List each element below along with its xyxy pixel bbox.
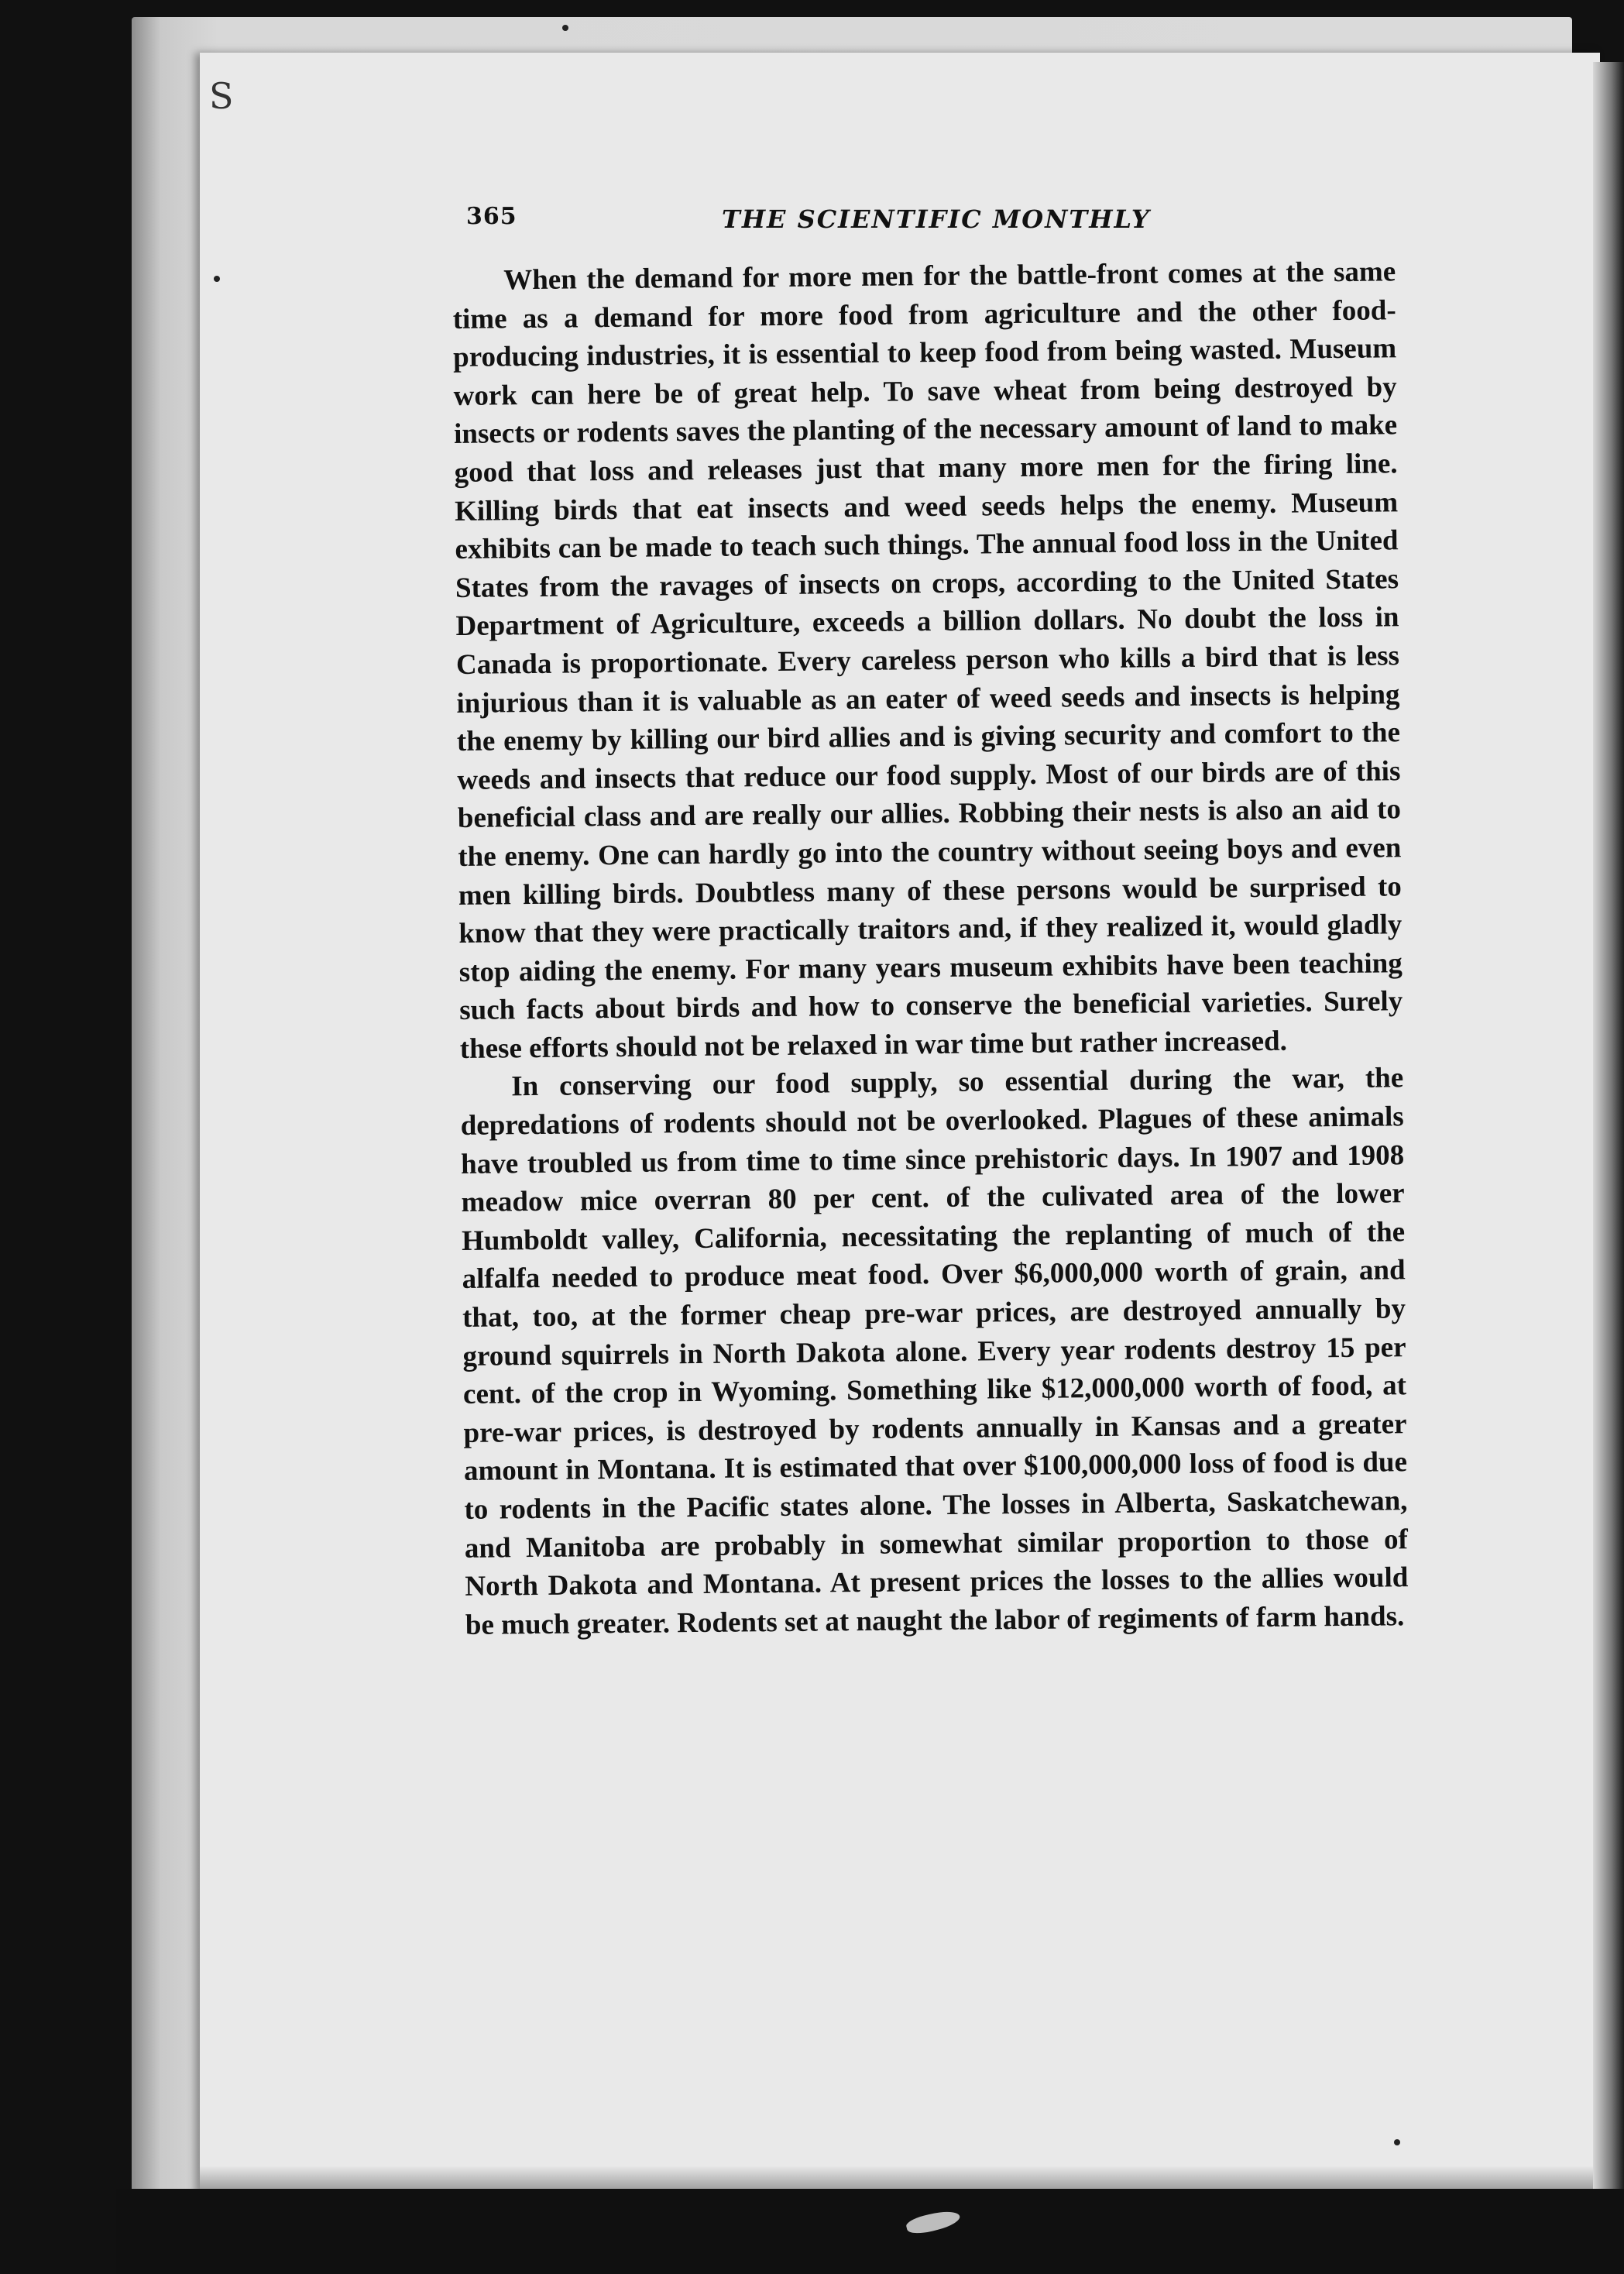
paragraph-birds: When the demand for more men for the battle-front comes at the same time as a demand for more food from agriculture and the other food-producing industries, it is essential to keep food from being wasted. Museum work can here be of great help. To save wheat from being destroyed by insects or rodents saves the planting of the necessary amount of land to make good that loss and releases just that many more men for the firing line. Killing birds that eat insects and weed seeds helps the enemy. Museum exhibits can be made to teach such things. The annual food loss in the United States from the ravages of insects on crops, according to the United States Department of Agriculture, exceeds a billion dollars. No doubt the loss in Canada is proportionate. Every careless person who kills a bird that is less injurious than it is valuable as an eater of weed seeds and insects is helping the enemy by killing our bird allies and is giving security and comfort to the weeds and insects that reduce our food supply. Most of our birds are of this beneficial class and are really our allies. Robbing their nests is also an aid to the enemy. One can hardly go into the country without seeing boys and even men killing birds. Doubtless many of these persons would be surprised to know that they were practically traitors and, if they realized it, would gladly stop aiding the enemy. For many years museum exhibits have been teaching such facts about birds and how to conserve the beneficial varieties. Surely these efforts should not be relaxed in war time but rather increased. [452, 256, 1403, 1065]
page-edge-shadow [1593, 62, 1624, 2215]
article-body [452, 252, 1409, 1644]
running-title: THE SCIENTIFIC MONTHLY [722, 204, 1151, 234]
margin-speck [214, 276, 220, 282]
page-number: 365 [466, 203, 517, 230]
paragraph-rodents: In conserving our food supply, so essential during the war, the depredations of rodents should not be overlooked. Plagues of these animals have troubled us from time to time since prehistoric days. In 1907 and 1908 meadow mice overran 80 per cent. of the culivated area of the lower Humboldt valley, California, necessitating the replanting of much of the alfalfa needed to produce meat food. Over $6,000,000 worth of grain, and that, too, at the former cheap pre-war prices, are destroyed annually by ground squirrels in North Dakota alone. Every year rodents destroy 15 per cent. of the crop in Wyoming. Something like $12,000,000 worth of food, at pre-war prices, is destroyed by rodents annually in Kansas and a greater amount in Montana. It is estimated that over $100,000,000 loss of food is due to rodents in the Pacific states alone. The losses in Alberta, Saskatchewan, and Manitoba are probably in somewhat similar proportion to those of North Dakota and Montana. At present prices the losses to the allies would be much greater. Rodents set at naught the labor of regiments of farm hands. [460, 1062, 1409, 1641]
margin-speck [562, 25, 568, 31]
margin-mark: S [209, 75, 234, 117]
page-header [466, 203, 1388, 237]
margin-speck [1394, 2139, 1400, 2145]
scan-bottom-border [116, 2189, 1624, 2274]
